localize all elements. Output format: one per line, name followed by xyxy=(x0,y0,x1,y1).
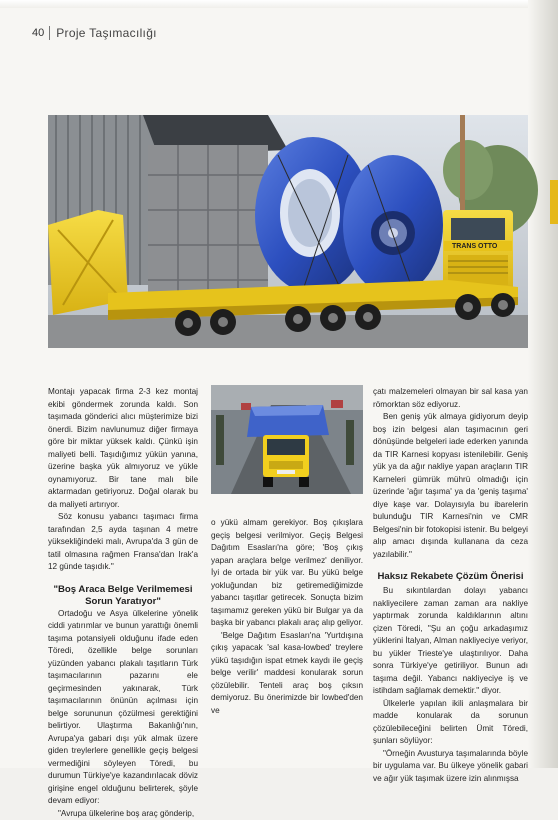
paragraph: Ülkelerle yapılan ikili anlaşmalara bir madde konularak da sorunun çözülebileceğini belirten Ümit Töredi, şunları söylüyor: xyxy=(373,698,528,748)
paragraph: Söz konusu yabancı taşımacı firma tarafından 2,5 ayda taşınan 4 metre yüksekliğindeki malı, Avrupa'da 3 gün de tatil olmasına rağmen Fransa'dan Irak'a 12 günde taşıdık." xyxy=(48,511,198,574)
header-divider xyxy=(49,26,50,40)
paragraph: Ortadoğu ve Asya ülkelerine yönelik ciddi yatırımlar ve bunun yarattığı önemli taşıma potansiyeli olduğunu ifade eden Töredi, özellikle belge sorunları yüzünden yabancı plakalı taşıtların Türk taşımacılarının pazarını ele geçirmesinden yakınarak, Türk taşımacılarının önünün açılması için belge sorununun çözülmesi gerektiğini belirtiyor. Ulaştırma Bakanlığı'nın, Avrupa'ya gabari dışı yük almak üzere giden treylerlere genellikle geçiş belgesi vermediğini söyleyen Töredi, bu durumun Türkiye'ye kazandırılacak döviz girişine engel olduğunu belirterek, şöyle devam ediyor: xyxy=(48,608,198,808)
paragraph: Ben geniş yük almaya gidiyorum deyip boş izin belgesi alan taşımacının geri dönüşünde belgeleri iade ederken yanında da TIR Karnesi kopyası istenilebilir. Geniş yük ya da ağır nakliye yapan araçların TIR Karneleri gümrük mührü olmadığı için üzerinde 'ağır taşıma' ya da 'geniş taşıma' diye kaşe var. Dolayısıyla bu ibarelerin bulunduğu TIR Karnesi'nin ve CMR Belgesi'nin bir fotokopisi istenir. Bu belgeyi alıp amacı dışında kullanana da ceza yazılabilir." xyxy=(373,411,528,561)
text-column-2 xyxy=(211,517,363,717)
spacer xyxy=(48,574,198,584)
text-column-3 xyxy=(373,386,528,785)
section-title: Proje Taşımacılığı xyxy=(56,26,157,40)
paragraph: o yükü almam gerekiyor. Boş çıkışlara geçiş belgesi verilmiyor. Geçiş Belgesi Dağıtım Esasları'na göre; 'Boş çıkış yapan araçlara belge verilmez' deniliyor. İyi de ortada bir yük var. Bu yükü belge yokluğundan biz getiremediğimizde yabancı taşıtlar getirecek. Sonuçta bizim taşımamız gereken yükü bir Bulgar ya da başka bir yabancı plakalı araç alıp geliyor. xyxy=(211,517,363,630)
subheading: Haksız Rekabete Çözüm Önerisi xyxy=(373,571,528,583)
subheading: "Boş Araca Belge Verilmemesi Sorun Yaratıyor" xyxy=(48,584,198,608)
inset-photo-truck-road xyxy=(211,385,363,494)
paragraph: çatı malzemeleri olmayan bir sal kasa yan römorktan söz ediyoruz. xyxy=(373,386,528,411)
page-right-margin xyxy=(528,0,558,768)
paragraph: Montajı yapacak firma 2-3 kez montaj ekibi göndermek zorunda kaldı. Son taşımada gönderici alıcı müşterimize bizi önerdi. Bizim navlunumuz diğer firmaya göre bir miktar yüksek kaldı. Çünkü işin maliyeti belli. Taşıdığımız yükün yanına, üzerine başka yük almıyoruz ve yükle oynamıyoruz. Bir tane malı bile aktarmadan getiriyoruz. Doğal olarak bu da maliyeti artırıyor. xyxy=(48,386,198,511)
main-photo-truck-turbines xyxy=(48,115,528,348)
paragraph: "Avrupa ülkelerine boş araç gönderip, xyxy=(48,808,198,820)
paragraph: Bu sıkıntılardan dolayı yabancı nakliyecilere zaman zaman ara nakliye yaptırmak zorunda kaldıklarının altını çizen Töredi, "Şu an çoğu arkadaşımız yüklerini İtalyan, Alman nakliyeciye veriyor, bu yükler Trieste'ye ulaştırılıyor. Daha sonra Türkiye'ye getiriliyor. Bunun adı taşıma değil. Yabancı nakliyeciye iş ve istihdam sağlamak demektir." diyor. xyxy=(373,585,528,698)
page-top-edge xyxy=(0,0,558,8)
page-header xyxy=(32,24,157,42)
page-number: 40 xyxy=(32,27,44,39)
text-column-1 xyxy=(48,386,198,820)
section-color-tab xyxy=(550,180,558,224)
truck-cab-lettering: TRANS OTTO xyxy=(452,243,498,250)
paragraph: 'Belge Dağıtım Esasları'na 'Yurtdışına çıkış yapacak 'sal kasa-lowbed' treylere yükü taşıdığın ispat etmek kaydı ile geçiş belge verilir' maddesi konularak sorun çözülebilir. Tenteli araç boş çıksın demiyoruz. Bu önerimizde bir lowbed'den ve xyxy=(211,630,363,718)
paragraph: "Örneğin Avusturya taşımalarında böyle bir uygulama var. Bu ülkeye yönelik gabari ve ağır yük taşımak üzere izin alınmışsa xyxy=(373,748,528,786)
